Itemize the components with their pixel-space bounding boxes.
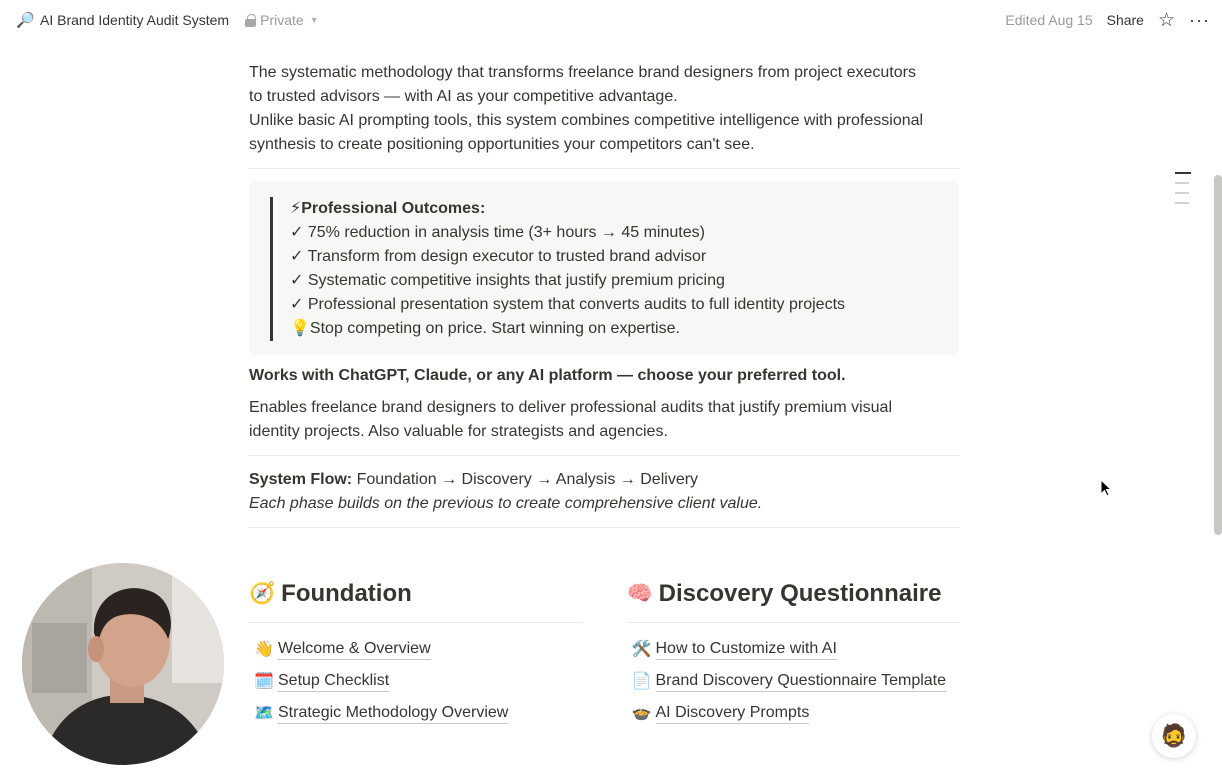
top-bar — [0, 0, 1222, 40]
webcam-overlay — [22, 563, 224, 765]
enables-paragraph — [249, 396, 959, 444]
outcome-item: ✓ Transform from design executor to trusted brand advisor — [290, 248, 707, 265]
lock-icon — [245, 14, 256, 27]
intro-line: synthesis to create positioning opportunities your competitors can't see. — [249, 136, 755, 153]
scrollbar[interactable] — [1214, 175, 1222, 535]
calendar-icon: 🗓️ — [254, 673, 274, 690]
compass-icon: 🧭 — [249, 582, 276, 605]
pot-icon: 🍲 — [631, 705, 652, 722]
page-link-label[interactable]: Welcome & Overview — [278, 639, 431, 660]
section-columns — [249, 578, 959, 729]
outcome-item: ✓ Professional presentation system that converts audits to full identity projects — [290, 296, 846, 313]
edited-timestamp[interactable]: Edited Aug 15 — [1005, 12, 1093, 28]
assistant-face-icon: 🧔 — [1160, 723, 1188, 748]
document-icon: 📄 — [631, 673, 652, 690]
mouse-cursor — [1100, 479, 1112, 497]
page-content — [249, 58, 959, 540]
privacy-label: Private — [260, 12, 304, 28]
page-link-label[interactable]: Setup Checklist — [278, 671, 389, 692]
privacy-dropdown[interactable] — [245, 12, 319, 28]
callout-box — [249, 181, 959, 355]
callout-closing-text: Stop competing on price. Start winning on expertise. — [309, 320, 680, 337]
page-link-questionnaire-template[interactable] — [627, 665, 960, 697]
brain-icon: 🧠 — [626, 582, 653, 605]
discovery-links — [627, 633, 960, 729]
enables-line: identity projects. Also valuable for strategists and agencies. — [249, 423, 668, 440]
page-link-setup-checklist[interactable] — [249, 665, 582, 697]
outline-mark[interactable] — [1175, 182, 1189, 184]
presenter-video — [22, 563, 224, 765]
system-flow-label: System Flow: — [249, 471, 353, 488]
page-link-strategic-methodology[interactable] — [249, 697, 582, 729]
discovery-heading — [627, 578, 960, 623]
outline-mark[interactable] — [1175, 192, 1189, 194]
breadcrumb[interactable] — [16, 11, 319, 29]
callout-heading-text: Professional Outcomes: — [301, 200, 486, 217]
page-link-label[interactable]: Brand Discovery Questionnaire Template — [656, 671, 947, 692]
quote-block — [270, 197, 939, 341]
top-bar-actions — [1005, 0, 1210, 40]
outcome-item: ✓ 75% reduction in analysis time (3+ hours → 45 minutes) — [290, 224, 705, 241]
waving-hand-icon: 👋 — [254, 641, 274, 658]
page-link-ai-discovery-prompts[interactable] — [627, 697, 960, 729]
outline-mark[interactable] — [1175, 202, 1189, 204]
divider — [249, 455, 959, 456]
intro-line: The systematic methodology that transforms freelance brand designers from project executors — [249, 64, 916, 81]
lightbulb-icon: 💡 — [290, 320, 310, 337]
page-title[interactable]: AI Brand Identity Audit System — [40, 12, 230, 28]
works-with-text: Works with ChatGPT, Claude, or any AI platform — choose your preferred tool. — [249, 367, 846, 384]
page-link-label[interactable]: AI Discovery Prompts — [656, 703, 810, 724]
system-flow-note: Each phase builds on the previous to create comprehensive client value. — [249, 495, 763, 512]
discovery-column — [627, 578, 960, 729]
system-flow — [249, 468, 959, 516]
foundation-links — [249, 633, 582, 729]
intro-paragraph — [249, 58, 959, 157]
tools-icon: 🛠️ — [631, 641, 652, 658]
share-button[interactable]: Share — [1106, 12, 1144, 28]
callout-heading — [290, 197, 939, 221]
foundation-column — [249, 578, 582, 729]
chevron-down-icon: ▼ — [309, 15, 319, 25]
more-options-icon[interactable]: ··· — [1189, 9, 1210, 30]
system-flow-value: Foundation → Discovery → Analysis → Delivery — [352, 471, 699, 488]
divider — [249, 527, 959, 528]
intro-line: to trusted advisors — with AI as your competitive advantage. — [249, 88, 678, 105]
page-outline[interactable] — [1175, 172, 1191, 212]
lightning-icon: ⚡ — [290, 200, 302, 217]
outcome-item: ✓ Systematic competitive insights that justify premium pricing — [290, 272, 725, 289]
foundation-title: Foundation — [281, 580, 412, 607]
map-icon: 🗺️ — [254, 705, 274, 722]
system-flow-line — [249, 468, 959, 492]
divider — [249, 168, 959, 169]
magnifier-icon: 🔎 — [16, 12, 35, 29]
outline-mark[interactable] — [1175, 172, 1191, 174]
page-link-label[interactable]: How to Customize with AI — [656, 639, 837, 660]
page-link-customize-with-ai[interactable] — [627, 633, 960, 665]
help-button[interactable] — [1152, 714, 1196, 758]
page-link-welcome[interactable] — [249, 633, 582, 665]
foundation-heading — [249, 578, 582, 623]
callout-closing — [290, 317, 939, 341]
star-icon[interactable]: ☆ — [1157, 9, 1176, 31]
page-link-label[interactable]: Strategic Methodology Overview — [278, 703, 508, 724]
enables-line: Enables freelance brand designers to deliver professional audits that justify premium visual — [249, 399, 893, 416]
intro-line: Unlike basic AI prompting tools, this system combines competitive intelligence with professional — [249, 112, 924, 129]
discovery-title: Discovery Questionnaire — [658, 580, 942, 607]
